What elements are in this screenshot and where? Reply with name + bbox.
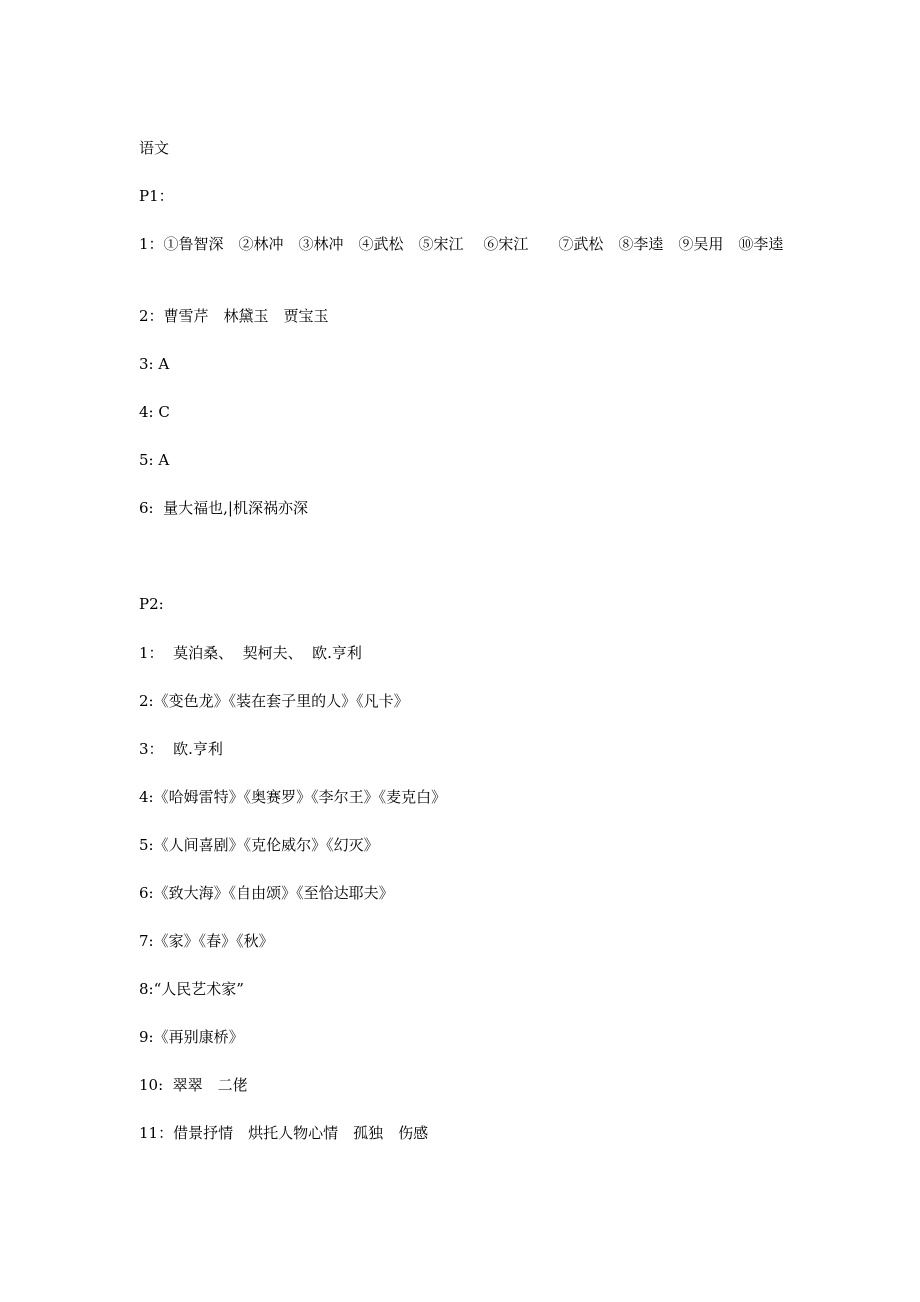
p2-answer-1: 1： 莫泊桑、 契柯夫、 欧.亨利 [139, 644, 362, 662]
p2-answer-9: 9:《再别康桥》 [139, 1028, 244, 1046]
section-heading-p2: P2: [139, 595, 164, 613]
section-heading-p1: P1： [139, 187, 174, 205]
p1-answer-5: 5: A [139, 451, 170, 469]
p2-answer-10: 10: 翠翠 二佬 [139, 1076, 248, 1094]
p2-answer-3: 3： 欧.亨利 [139, 740, 223, 758]
p2-answer-6: 6:《致大海》《自由颂》《至恰达耶夫》 [139, 884, 394, 902]
p2-answer-5: 5:《人间喜剧》《克伦威尔》《幻灭》 [139, 836, 379, 854]
p1-answer-2: 2：曹雪芹 林黛玉 贾宝玉 [139, 307, 329, 325]
p2-answer-2: 2:《变色龙》《装在套子里的人》《凡卡》 [139, 692, 409, 710]
p2-answer-11: 11：借景抒情 烘托人物心情 孤独 伤感 [139, 1124, 429, 1142]
p1-answer-3: 3: A [139, 355, 170, 373]
subject-title: 语文 [139, 139, 170, 157]
p2-answer-4: 4:《哈姆雷特》《奥赛罗》《李尔王》《麦克白》 [139, 788, 447, 806]
p1-answer-6: 6: 量大福也,|机深祸亦深 [139, 499, 308, 517]
p1-answer-1: 1：①鲁智深 ②林冲 ③林冲 ④武松 ⑤宋江 ⑥宋江 ⑦武松 ⑧李逵 ⑨吴用 ⑩李逵 [139, 235, 784, 253]
p2-answer-7: 7:《家》《春》《秋》 [139, 932, 274, 950]
p2-answer-8: 8:“人民艺术家” [139, 980, 244, 998]
p1-answer-4: 4: C [139, 403, 170, 421]
